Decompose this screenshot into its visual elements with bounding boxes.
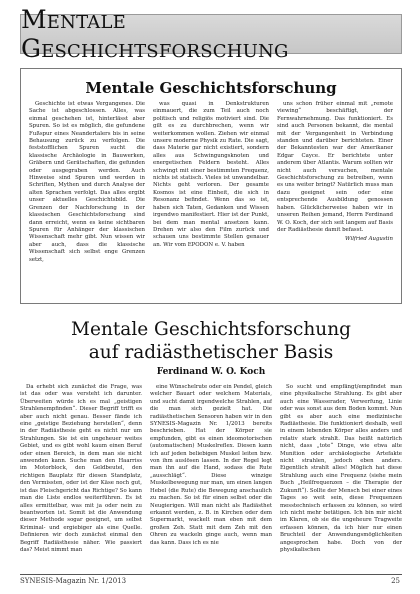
headline-line-1: Mentale Geschichtsforschung (71, 319, 351, 340)
intro-column-2-text: was quasi in Denkstrukturen einmauert, die zum Teil auch noch politisch und religiös motiviert sind. Die gilt es zu durchbrechen, wenn wir weiterkommen wollen. Ziehen wir einmal unsere moderne Physik zu Rate. Die sagt, dass Materie gar nicht existiert, sondern alles aus Schwingungsknoten und energetischen Feldern besteht. Alles schwingt mit einer bestimmten Frequenz, nichts ist statisch. Vieles ist unwandelbar. Nichts geht verloren. Der gesamte Kosmos ist eine Einheit, die sich in Resonanz befindet. Wenn das so ist, haben sich Taten, Gedanken und Wissen irgendwo manifestiert. Hier ist der Punkt, bei dem man mental ansetzen kann. Drehen wir also den Film zurück und schauen uns bestimmte Stellen genauer an. Wir vom EPODON e. V. haben (153, 101, 269, 248)
main-column-3 (280, 384, 402, 572)
main-column-1 (20, 384, 142, 572)
article-byline: Ferdinand W. O. Koch (156, 367, 266, 377)
intro-column-1-text: Geschichte ist etwas Vergangenes. Die Sache ist abgeschlossen. Alles, was einmal geschehen ist, hinterlässt aber Spuren. So ist es möglich, die gefundene Fußspur eines Neandertalers bis in seine Behausung zurück zu verfolgen. Die feststofflichen Spuren sucht die klassische Archäologie in Bauwerken, Gräbern und Gerätschaften, die gefunden oder ausgegraben werden. Auch Hinweise sind Spuren und werden in Schriften, Mythen und durch Analyse der alten Sprachen verfolgt. Das alles ergibt unser aktuelles Geschichtsbild. Die Grenzen der Nachforschung in der klassischen Geschichtsforschung sind dann erreicht, wenn es keine sichtbaren Spuren für Anhänger der klassischen Wissenschaft mehr gibt. Nun wissen wir aber auch, dass die klassische Wissenschaft sich selbst enge Grenzen setzt, (29, 101, 145, 263)
main-column-2 (150, 384, 272, 572)
main-headline (20, 318, 402, 364)
headline-line-2: auf radiästhetischer Basis (88, 342, 334, 363)
intro-column-3-text: uns schon früher einmal mit „remote viewing“ beschäftigt, der Fernwahrnehmung. Das funktioniert. Es sind auch Personen bekannt, die mental mit der Vergangenheit in Verbindung standen und darüber berichteten. Einer der Bekanntesten war der Amerikaner Edgar Cayce. Er berichtete unter anderem über Atlantis. Warum sollten wir nicht auch versuchen, mentale Geschichtsforschung zu betreiben, wenn es uns weiter bringt? Natürlich muss man dazu geeignet sein oder eine entsprechende Ausbildung genossen haben. Glücklicherweise haben wir in unseren Reihen jemand, Herrn Ferdinand W. O. Koch, der sich seit langem auf Basis der Radiästhesie damit befasst. (277, 101, 393, 233)
intro-article-columns (29, 101, 393, 297)
main-column-3-text: So sucht und empfängt/empfindet man eine physikalische Strahlung. Es gibt aber auch eine Wasserader, Verwerfung, Linie oder was sonst aus dem Boden kommt. Nun gibt es aber auch eine medizinische Radiästhesie. Die funktioniert deshalb, weil in einem lebenden Körper alles anders und relativ stark strahlt. Das heißt natürlich nicht, dass „tote“ Dinge, wie etwa alte Munition oder archäologische Artefakte nicht strahlen, jedoch eben anders. Eigentlich strahlt alles! Möglich hat diese Strahlung auch eine Frequenz (siehe mein Buch „Heilfrequenzen – die Therapie der Zukunft“). Sollte der Mensch bei einer eines Tages so weit sein, diese Frequenzen messtechnisch erfassen zu können, so wird ich nicht mehr betätigen. Ich bin mir nicht im Klaren, ob sie die ungeheure Tragweite erfassen können, da ich hier nur einen Bruchteil der Anwendungsmöglichkeiten angesprochen habe. Doch von der physikalischen (280, 384, 402, 553)
intro-column-1 (29, 101, 145, 297)
footer-issue-label: SYNESIS-Magazin Nr. 1/2013 (20, 577, 127, 585)
footer-divider (20, 574, 402, 575)
intro-column-3 (277, 101, 393, 297)
page-number: 25 (391, 577, 400, 585)
author-signature: Wilfried Augustin (345, 236, 393, 243)
main-column-1-text: Da erhebt sich zunächst die Frage, was ist das oder was versteht ich darunter. Überweiten würde ich es mal „geistigen Strahlenempfinden“. Dieser Begriff trifft es aber auch nicht genau. Besser fände ich eine „geistige Beziehung herstellen“, denn in der Radiästhesie geht es nicht nur um Strahlungen. Sie ist ein ungeheuer weites Gebiet, und es gibt wohl kaum einen Beruf oder einen Bereich, in dem man sie nicht anwenden kann. Suche man den Haarriss im Motorblock, den Geldbeutel, den richtigen Bauplatz für diesen Standplatz, den Vermissten, oder ist der Käse noch gut, ist das Fleischgericht das Richtige? So kann man die Liste endlos weiterführen. Es ist alles ermittelbar, was mit ja oder nein zu beantworten ist. Somit ist die Anwendung dieser Methode sogar geeignet, um selbst Kriminal- und ergiebiger als eine Quelle. Definieren wir doch zunächst einmal den Begriff Radiästhesie näher. Wie passiert das? Meist nimmt man (20, 384, 142, 553)
intro-article-title: Mentale Geschichtsforschung (85, 79, 337, 97)
masthead-title: Mentale Geschichtsforschung (21, 5, 289, 63)
intro-article-box (20, 68, 402, 304)
main-column-2-text: eine Wünschelrute oder ein Pendel, gleich welcher Bauart oder welchem Materials, und sucht damit irgendwelche Strahlen, auf die man sich gezielt hat. Die radiästhetischen Sensoren haben wir in den SYNESIS-Magazin Nr. 1/2013 bereits beschrieben. Hat der Körper sie empfunden, gibt es einen ideomotorischen (automatischen) Muskelreflex. Diesen kann ich auf jeden beliebigen Muskel leiten bzw. von ihm auslösen lassen. In der Regel legt man ihn auf die Hand, sodass die Rute „ausschlägt“. Diese winzige Muskelbewegung nur man, um einen langen Hebel (die Rute) die Bewegung anschaulich zu machen. So ist für einen selbst oder die Neugierigen. Will man nicht als Radiästhet erkannt werden, z. B. in Kirchen oder dem Supermarkt, wackelt man eben mit dem großen Zeh. Statt mit dem Zeh mit den Ohren zu wackeln ginge auch, wenn man das kann. Dass ich es nie (150, 384, 272, 546)
masthead-banner (20, 5, 402, 63)
intro-column-2 (153, 101, 269, 297)
main-article-columns (20, 384, 402, 572)
